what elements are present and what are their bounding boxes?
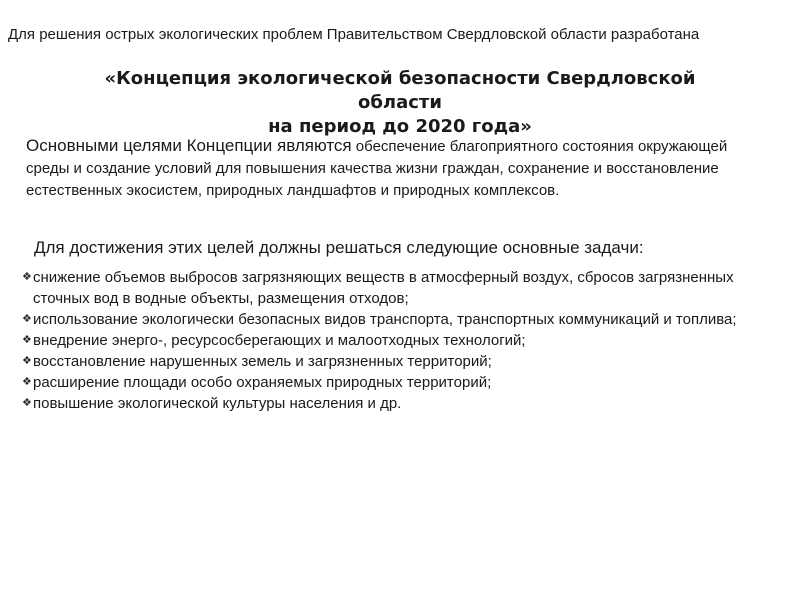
diamond-bullet-icon: ❖	[22, 376, 32, 388]
title-line-1: «Концепция экологической безопасности Свердловской	[104, 68, 696, 89]
task-text: снижение объемов выбросов загрязняющих веществ в атмосферный воздух, сбросов загрязненных сточных вод в водные объекты, размещения отходов;	[33, 269, 734, 307]
task-text: использование экологически безопасных видов транспорта, транспортных коммуникаций и топлива;	[33, 311, 737, 328]
title-line-2: области	[358, 92, 442, 113]
diamond-bullet-icon: ❖	[22, 271, 32, 283]
list-item	[22, 372, 762, 393]
goals-text: обеспечение благоприятного состояния окружающей среды и создание условий для повышения качества жизни граждан, сохранение и восстановление естественных экосистем, природных ландшафтов и природных комплексов.	[26, 138, 728, 199]
task-text: повышение экологической культуры населения и др.	[33, 395, 402, 412]
goals-lead: Основными целями Концепции являются	[26, 136, 352, 155]
title-line-3: на период до 2020 года»	[268, 116, 532, 137]
list-item	[22, 330, 762, 351]
list-item	[22, 393, 762, 414]
task-text: внедрение энерго-, ресурсосберегающих и малоотходных технологий;	[33, 332, 526, 349]
list-item	[22, 351, 762, 372]
task-text: восстановление нарушенных земель и загрязненных территорий;	[33, 353, 492, 370]
concept-title	[30, 67, 770, 139]
list-item	[22, 267, 762, 309]
task-text: расширение площади особо охраняемых природных территорий;	[33, 374, 492, 391]
list-item	[22, 309, 762, 330]
diamond-bullet-icon: ❖	[22, 355, 32, 367]
goals-paragraph	[26, 135, 766, 202]
task-list	[22, 267, 762, 414]
tasks-lead: Для достижения этих целей должны решаться следующие основные задачи:	[34, 238, 644, 257]
intro-text: Для решения острых экологических проблем Правительством Свердловской области разработана	[8, 26, 700, 43]
diamond-bullet-icon: ❖	[22, 397, 32, 409]
diamond-bullet-icon: ❖	[22, 334, 32, 346]
diamond-bullet-icon: ❖	[22, 313, 32, 325]
